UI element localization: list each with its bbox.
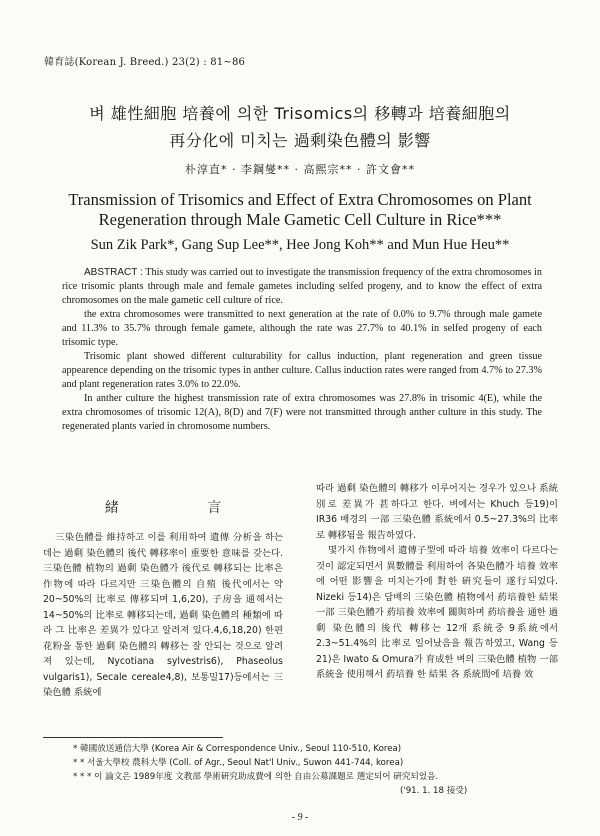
abstract-label: ABSTRACT : (84, 267, 143, 278)
abstract-paragraph-2: the extra chromosomes were transmitted to next generation at the rate of 0.0% to 9.7% through male gamete and 11.3% to 35.7% through female gamete, although the rate was 27.7% to 40.1% in selfed progeny of each trisomic type. (62, 309, 542, 348)
right-column (316, 481, 558, 683)
received-date: ('91. 1. 18 接受) (400, 786, 468, 796)
korean-authors: 朴淳直* · 李鋼燮** · 高熙宗** · 許文會** (185, 163, 415, 176)
english-title-line-1: Transmission of Trisomics and Effect of Extra Chromosomes on Plant (68, 190, 532, 209)
left-column-paragraph: 三染色體를 維持하고 이를 利用하여 遺傳 分析을 하는데는 過剩 染色體의 後代 轉移率이 重要한 意味를 갖는다. 三染色體 植物의 過剩 染色體가 後代로 轉移되는 比率은 作物에 따라 다르지만 三染色體의 自殖 後代에서는 약 20~50%의 比率로 傳移되며 1,6,20), 子房을 通해서는 14~50%의 比率로 轉移되는데, 過剩 染色體의 種類에 따라 그 比率은 差異가 있다고 알려져 있다.4,6,18,20) 한편 花粉을 통한 過剩 染色體의 轉移는 잘 안되는 것으로 알려져 있는데, Nycotiana sylvestris6), Phaseolus vulgaris1), Secale cereale4,8), 보통밀17)등에서는 三染色體 系統에 (43, 532, 283, 698)
abstract-paragraph-4: In anther culture the highest transmission rate of extra chromosomes was 27.8% in trisomic 4(E), while the extra chromosomes of trisomic 12(A), 8(D) and 7(F) were not transmitted through anther culture in this study. The regenerated plants varied in chromosome numbers. (62, 393, 542, 432)
korean-title-line-2: 再分化에 미치는 過剩染色體의 影響 (169, 131, 431, 150)
right-column-paragraph-1: 따라 過剩 染色體의 轉移가 이루어지는 경우가 있으나 系統別로 差異가 甚하다고 한다. 벼에서는 Khuch 등19)이 IR36 배경의 一部 三染色體 系統에서 0.5~27.3%의 比率로 轉移됨을 報告하였다. (316, 483, 558, 541)
footnote-rule (43, 737, 223, 738)
footnote-2: * * 서울大學校 農科大學 (Coll. of Agr., Seoul Nat'l Univ., Suwon 441-744, korea) (73, 758, 404, 768)
korean-title-line-1: 벼 雄性細胞 培養에 의한 Trisomics의 移轉과 培養細胞의 (89, 104, 511, 123)
abstract (62, 266, 542, 434)
abstract-paragraph-1: This study was carried out to investigate the transmission frequency of the extra chromosomes in rice trisomic plants through male and female gametes including selfed progeny, and to know the effect of extra chromosomes on the male gametic cell culture of rice. (62, 267, 542, 306)
footnote-3: * * * 이 論文은 1989年度 文教部 學術硏究助成費에 의한 自由公募課題로 選定되어 硏究되었음. (73, 772, 439, 782)
left-column (43, 530, 283, 701)
right-column-paragraph-2: 몇가지 作物에서 遺傳子型에 따라 培養 效率이 다르다는 것이 認定되면서 異數體를 利用하여 各染色體가 培養 效率에 어떤 影響을 미치는가에 對한 硏究들이 遂行되었다. Nizeki 등14)은 담배의 三染色體 植物에서 葯培養한 結果 一部 三染色體가 葯培養 效率에 關與하며 葯培養을 通한 過剩 染色體의 後代 轉移는 12개 系統중 9系統에서 2.3~51.4%의 比率로 일어났음을 報告하였고, Wang 등21)은 Iwato & Omura가 育成한 벼의 三染色體 植物 一部 系統을 使用해서 葯培養 한 結果 各 系統間에 培養 效 (316, 545, 558, 680)
english-title-line-2: Regeneration through Male Gametic Cell Culture in Rice*** (98, 210, 502, 229)
english-authors: Sun Zik Park*, Gang Sup Lee**, Hee Jong Koh** and Mun Hue Heu** (90, 237, 510, 253)
journal-citation: 韓育誌(Korean J. Breed.) 23(2) : 81~86 (44, 57, 246, 68)
section-heading-introduction: 緒 言 (104, 500, 264, 516)
page-number: - 9 - (291, 812, 309, 823)
footnote-1: * 韓國放送通信大學 (Korea Air & Correspondence Univ., Seoul 110-510, Korea) (73, 744, 402, 754)
abstract-paragraph-3: Trisomic plant showed different culturability for callus induction, plant regeneration and green tissue appearence depending on the trisomic types in anther culture. Callus induction rates were ranged from 4.7% to 27.3% and plant regeneration rates 3.0% to 22.0%. (62, 351, 542, 390)
